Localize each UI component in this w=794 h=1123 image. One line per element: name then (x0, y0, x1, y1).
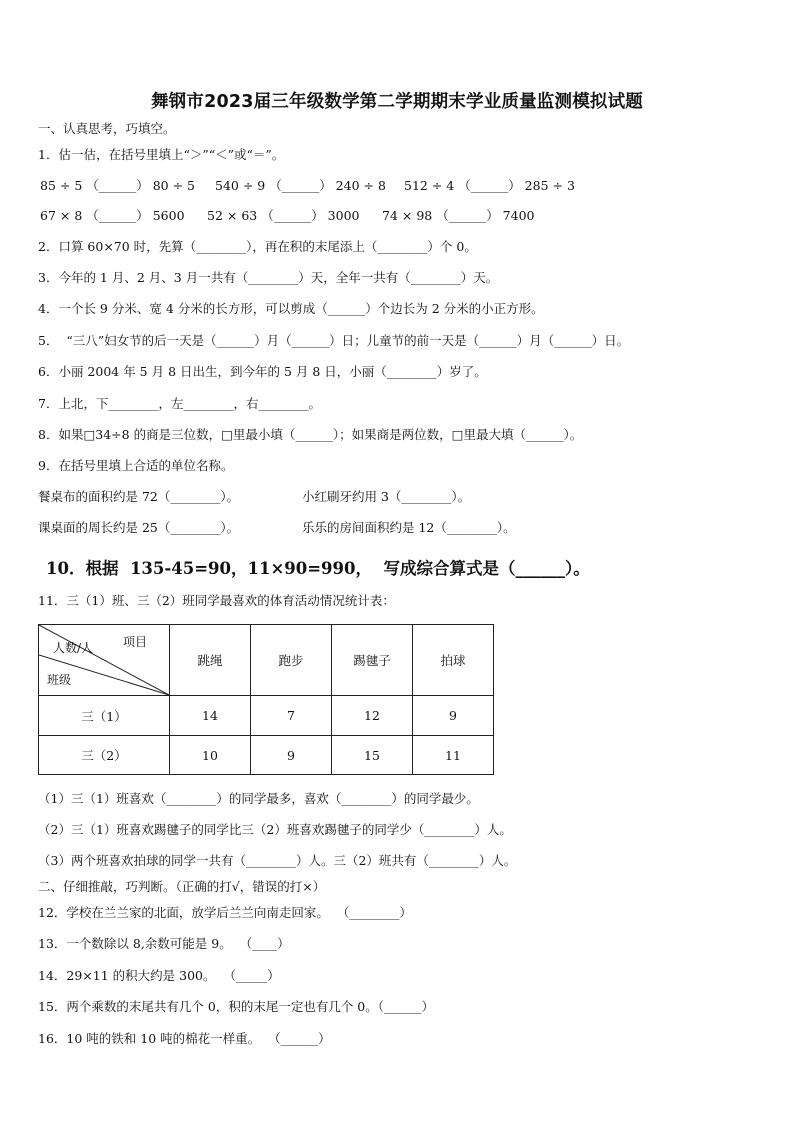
table-corner-cell (39, 625, 170, 696)
table-cell: 9 (251, 736, 332, 775)
question-1: 1．估一估，在括号里填上“＞”“＜”或“＝”。 (38, 147, 285, 162)
section-heading-fill-blank: 一、认真思考，巧填空。 (38, 121, 176, 136)
page-title: 舞钢市2023届三年级数学第二学期期末学业质量监测模拟试题 (150, 92, 643, 112)
table-cell: 7 (251, 696, 332, 736)
q9-item: 餐桌布的面积约是 72（________）。 (38, 489, 240, 504)
q1-row1-item: 512 ÷ 4 （______） 285 ÷ 3 (404, 178, 575, 193)
question-13: 13．一个数除以 8,余数可能是 9。 （____） (38, 936, 290, 951)
table-row (39, 736, 494, 775)
corner-label-count: 人数/人 (53, 641, 94, 655)
table-header: 踢毽子 (332, 625, 413, 696)
q9-item: 乐乐的房间面积约是 12（________）。 (302, 520, 516, 535)
q9-item: 小红刷牙约用 3（________）。 (302, 489, 471, 504)
question-11-part3: （3）两个班喜欢拍球的同学一共有（________）人。三（2）班共有（________）人。 (38, 853, 517, 868)
table-cell: 10 (170, 736, 251, 775)
question-15: 15．两个乘数的末尾共有几个 0，积的末尾一定也有几个 0。（______） (38, 999, 435, 1014)
question-6: 6．小丽 2004 年 5 月 8 日出生，到今年的 5 月 8 日，小丽（________）岁了。 (38, 364, 487, 379)
question-3: 3．今年的 1 月、2 月、3 月一共有（________）天，全年一共有（________）天。 (38, 270, 499, 285)
question-2: 2．口算 60×70 时，先算（________），再在积的末尾添上（________）个 0。 (38, 239, 477, 254)
statistics-table (38, 624, 494, 775)
question-11: 11．三（1）班、三（2）班同学最喜欢的体育活动情况统计表： (38, 593, 395, 608)
table-cell: 15 (332, 736, 413, 775)
question-11-part2: （2）三（1）班喜欢踢毽子的同学比三（2）班喜欢踢毽子的同学少（________）人。 (38, 822, 512, 837)
table-cell: 9 (413, 696, 494, 736)
section-heading-judge: 二、仔细推敲，巧判断。（正确的打√，错误的打×） (38, 879, 326, 894)
question-8: 8．如果□34÷8 的商是三位数，□里最小填（______）；如果商是两位数，□里最大填（______）。 (38, 427, 583, 442)
question-16: 16．10 吨的铁和 10 吨的棉花一样重。 （______） (38, 1031, 331, 1046)
question-7: 7．上北，下________，左________，右________。 (38, 396, 321, 411)
q1-row2-item: 74 × 98 （______） 7400 (382, 208, 535, 223)
table-cell: 11 (413, 736, 494, 775)
q1-row1-item: 85 ÷ 5 （______） 80 ÷ 5 (40, 178, 196, 193)
question-5: 5． “三八”妇女节的后一天是（______）月（______）日；儿童节的前一天是（______）月（______）日。 (38, 333, 630, 348)
question-10: 10．根据 135-45=90，11×90=990， 写成综合算式是（______）。 (46, 559, 590, 578)
table-cell: 14 (170, 696, 251, 736)
q1-row2-item: 52 × 63 （______） 3000 (207, 208, 360, 223)
question-14: 14．29×11 的积大约是 300。 （_____） (38, 968, 280, 983)
question-4: 4．一个长 9 分米、宽 4 分米的长方形，可以剪成（______）个边长为 2 分米的小正方形。 (38, 301, 544, 316)
table-cell: 12 (332, 696, 413, 736)
corner-label-item: 项目 (123, 635, 148, 649)
table-header: 跳绳 (170, 625, 251, 696)
question-12: 12．学校在兰兰家的北面，放学后兰兰向南走回家。 （________） (38, 905, 412, 920)
table-header: 跑步 (251, 625, 332, 696)
table-header: 拍球 (413, 625, 494, 696)
row-label: 三（2） (39, 736, 170, 775)
corner-label-class: 班级 (47, 673, 72, 687)
question-11-part1: （1）三（1）班喜欢（________）的同学最多，喜欢（________）的同学最少。 (38, 791, 479, 806)
table-row (39, 696, 494, 736)
q1-row2-item: 67 × 8 （______） 5600 (40, 208, 185, 223)
q9-item: 课桌面的周长约是 25（________）。 (38, 520, 240, 535)
question-9: 9．在括号里填上合适的单位名称。 (38, 458, 234, 473)
q1-row1-item: 540 ÷ 9 （______） 240 ÷ 8 (215, 178, 386, 193)
row-label: 三（1） (39, 696, 170, 736)
